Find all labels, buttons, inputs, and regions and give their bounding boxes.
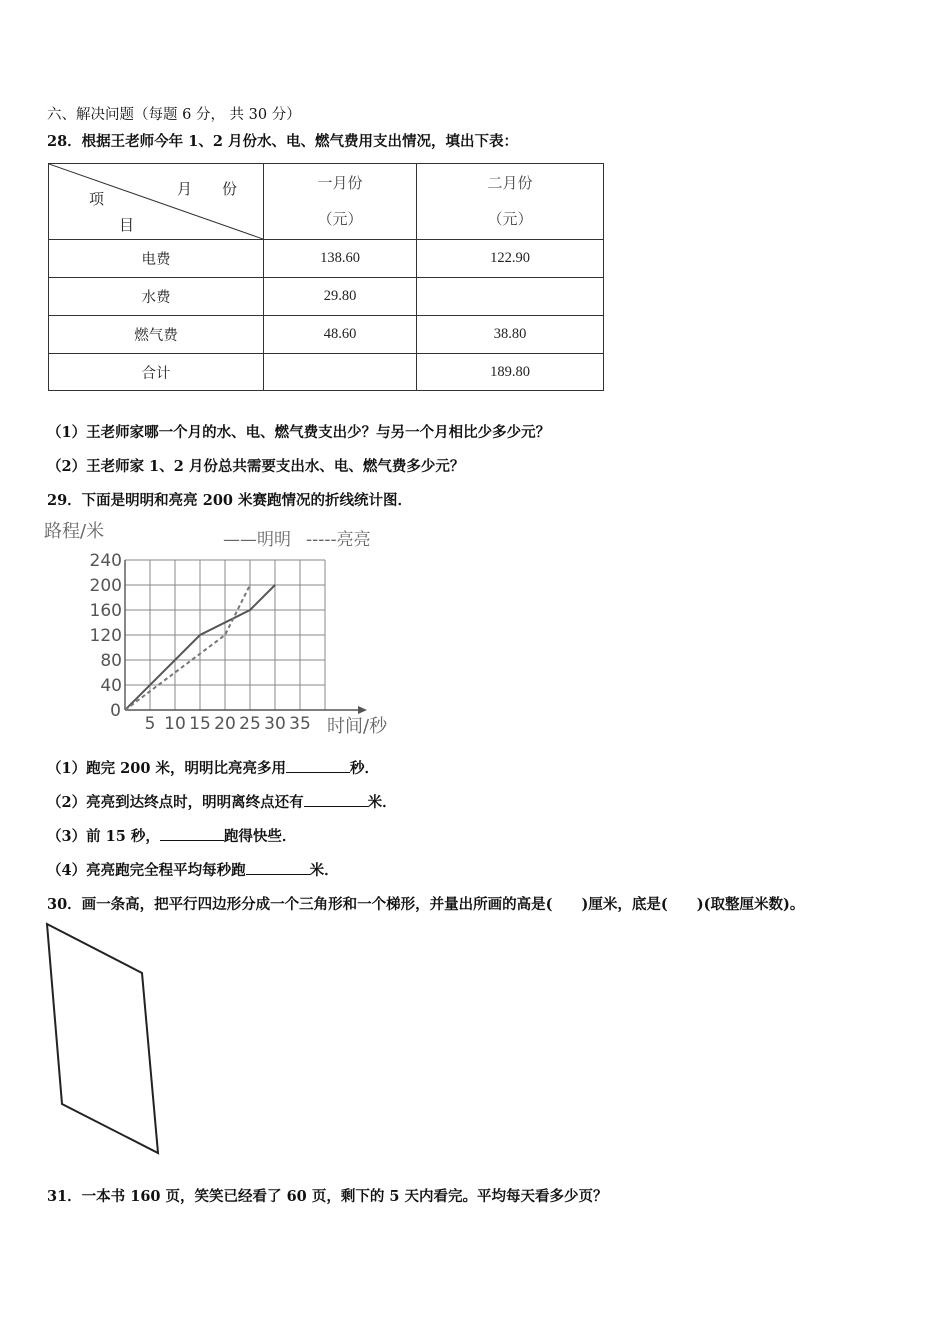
y-tick-label: 200 — [89, 576, 122, 596]
cell-feb: 38.80 — [417, 316, 604, 354]
row-label: 水费 — [49, 278, 264, 316]
q28-sub1: （1）王老师家哪一个月的水、电、燃气费支出少？与另一个月相比少多少元？ — [47, 424, 551, 441]
answer-blank[interactable] — [246, 860, 310, 875]
x-tick-label: 5 — [144, 714, 156, 734]
row-label: 燃气费 — [49, 316, 264, 354]
answer-blank[interactable] — [304, 792, 368, 807]
q29-sub3: （3）前 15 秒， 跑得快些． — [47, 828, 297, 845]
corner-month-label: 月 份 — [177, 182, 238, 198]
parallelogram-figure — [40, 918, 170, 1158]
col-header-feb: 二月份 （元） — [417, 164, 604, 240]
corner-item-label: 项 — [89, 192, 105, 208]
legend-mingming: ——明明 — [223, 530, 291, 550]
x-tick-label: 35 — [289, 714, 311, 734]
cell-jan: 48.60 — [264, 316, 417, 354]
expense-table — [48, 163, 604, 391]
section-title: 六、解决问题（每题 6 分， 共 30 分） — [47, 107, 301, 123]
table-corner-header — [49, 164, 264, 240]
question-29: 29．下面是明明和亮亮 200 米赛跑情况的折线统计图． — [47, 492, 413, 509]
question-30: 30．画一条高，把平行四边形分成一个三角形和一个梯形，并量出所画的高是( )厘米，底是( )(取整厘米数)。 — [47, 896, 805, 913]
y-tick-label: 80 — [100, 651, 122, 671]
legend-liangliang: -----亮亮 — [306, 530, 371, 550]
y-axis-title: 路程/米 — [44, 521, 105, 542]
corner-item-label-2: 目 — [119, 218, 135, 234]
origin-label: 0 — [110, 701, 121, 721]
cell-feb-empty[interactable] — [417, 278, 604, 316]
y-tick-label: 160 — [89, 601, 122, 621]
x-tick-label: 30 — [264, 714, 286, 734]
cell-feb: 122.90 — [417, 240, 604, 278]
x-tick-label: 10 — [164, 714, 186, 734]
cell-jan: 138.60 — [264, 240, 417, 278]
q29-sub2: （2）亮亮到达终点时，明明离终点还有 米． — [47, 794, 397, 811]
q29-sub1: （1）跑完 200 米，明明比亮亮多用 秒． — [47, 760, 379, 777]
answer-blank[interactable] — [160, 826, 224, 841]
answer-blank[interactable] — [286, 758, 350, 773]
x-tick-label: 20 — [214, 714, 236, 734]
y-tick-label: 120 — [89, 626, 122, 646]
cell-feb: 189.80 — [417, 354, 604, 391]
x-tick-label: 25 — [239, 714, 261, 734]
y-tick-label: 240 — [89, 551, 122, 571]
x-axis-arrow — [358, 706, 367, 714]
row-label: 合计 — [49, 354, 264, 391]
cell-jan-empty[interactable] — [264, 354, 417, 391]
q29-sub4: （4）亮亮跑完全程平均每秒跑 米． — [47, 862, 339, 879]
question-28: 28．根据王老师今年 1、2 月份水、电、燃气费用支出情况，填出下表： — [47, 133, 518, 150]
q28-sub2: （2）王老师家 1、2 月份总共需要支出水、电、燃气费多少元？ — [47, 458, 465, 475]
y-tick-label: 40 — [100, 676, 122, 696]
line-chart — [40, 515, 410, 740]
question-31: 31．一本书 160 页，笑笑已经看了 60 页，剩下的 5 天内看完。平均每天看多少页？ — [47, 1188, 608, 1205]
col-header-jan: 一月份 （元） — [264, 164, 417, 240]
x-tick-label: 15 — [189, 714, 211, 734]
x-axis-title: 时间/秒 — [327, 716, 388, 737]
row-label: 电费 — [49, 240, 264, 278]
cell-jan: 29.80 — [264, 278, 417, 316]
